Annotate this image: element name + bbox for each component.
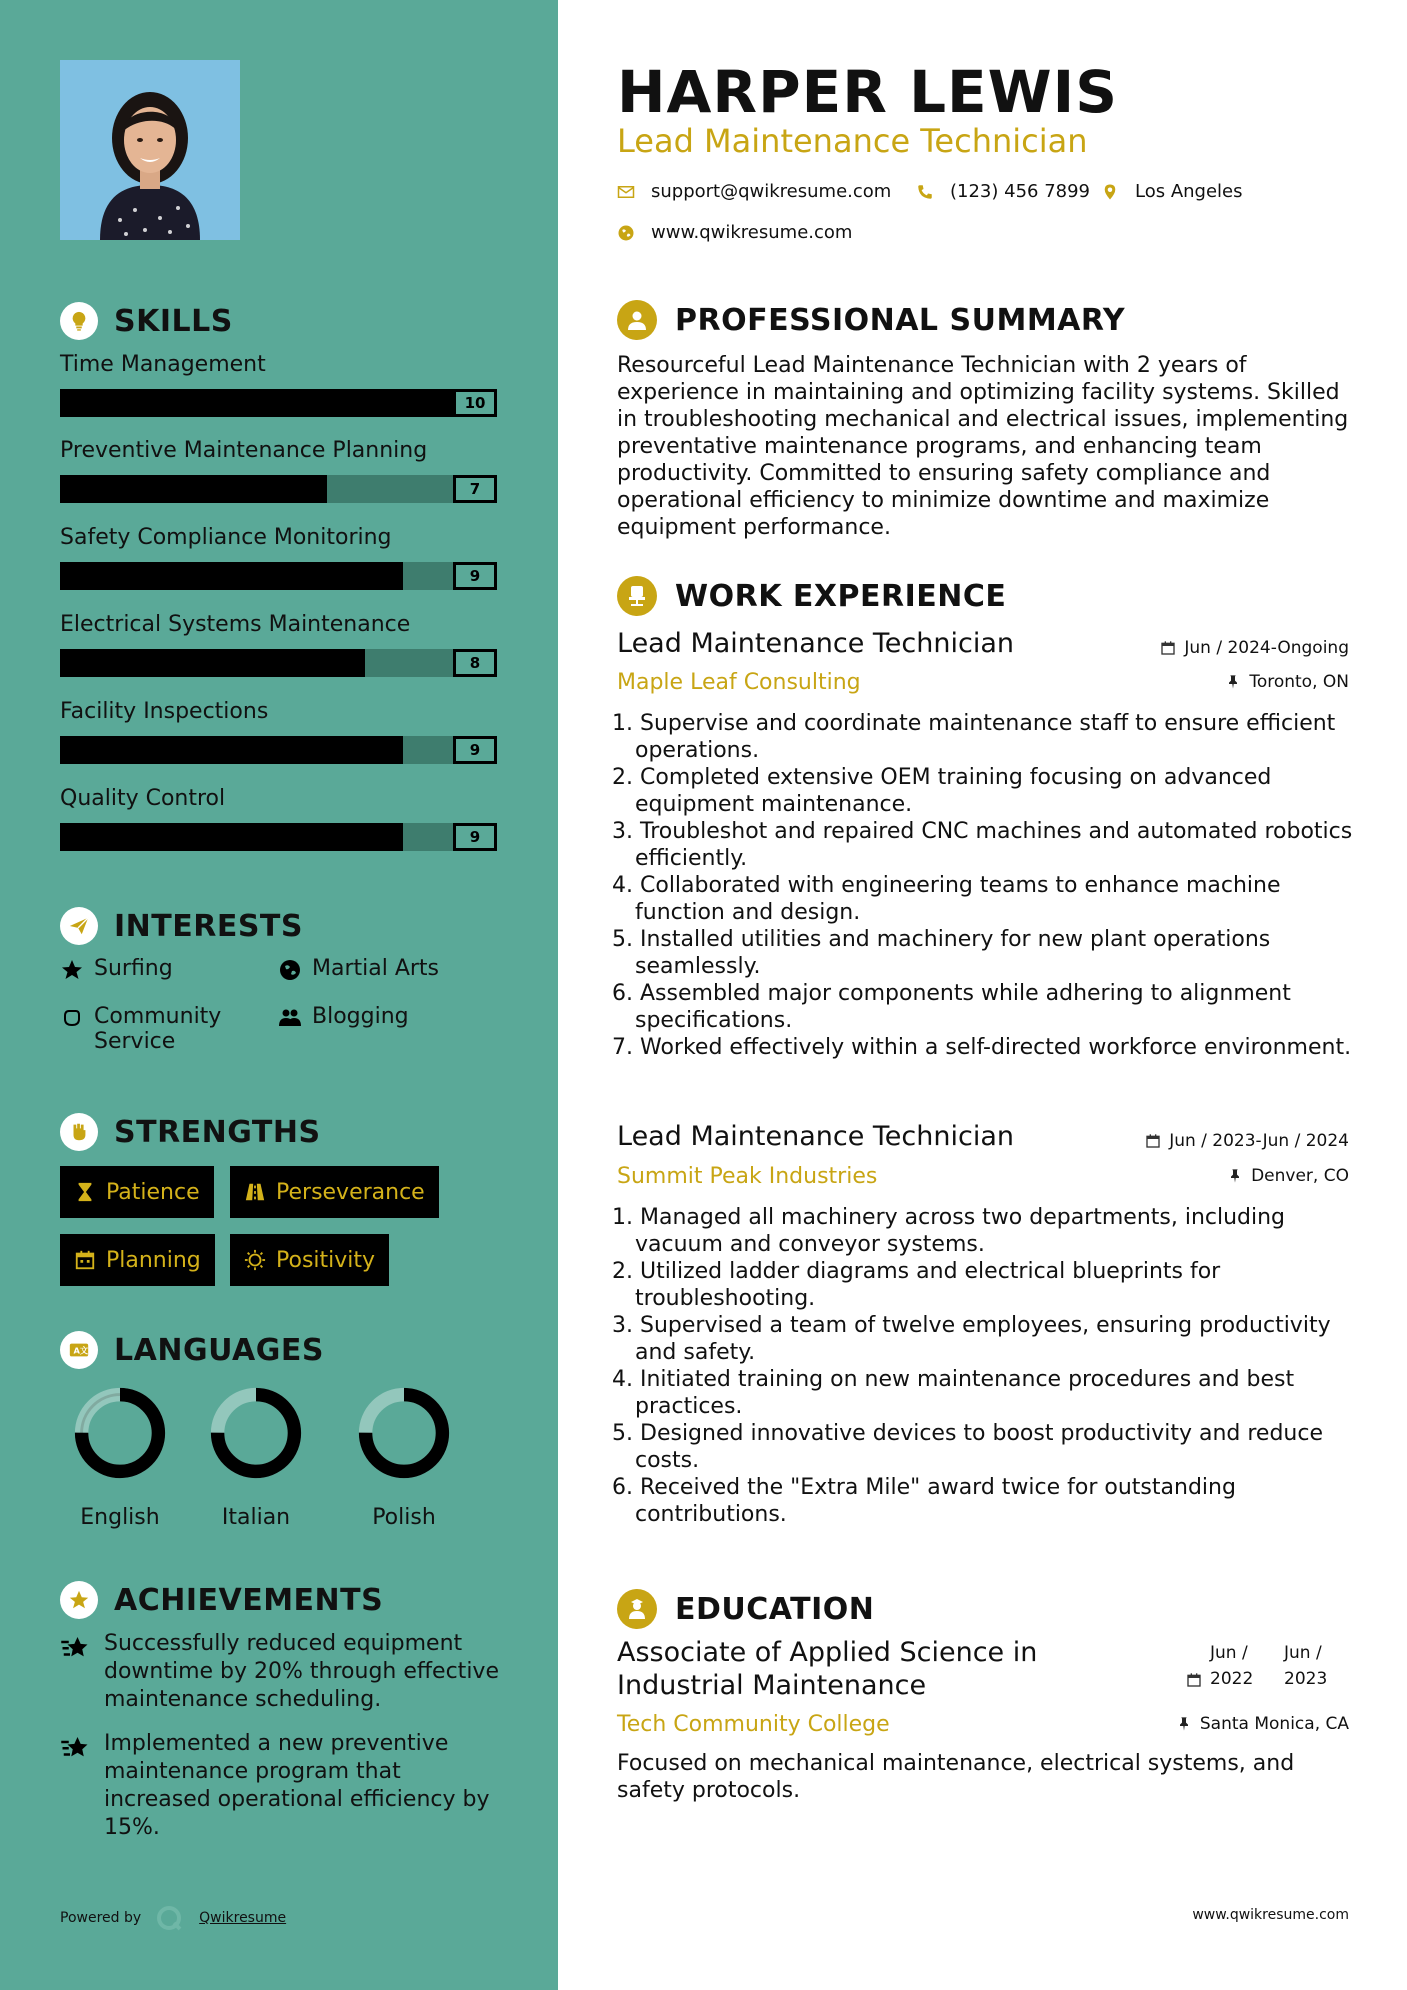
job-title: Lead Maintenance Technician [617, 628, 1014, 659]
language-item [344, 1385, 464, 1530]
job-dates-text: Jun / 2024-Ongoing [1184, 638, 1349, 658]
education-description: Focused on mechanical maintenance, electrical systems, and safety protocols. [617, 1751, 1295, 1803]
skill-level: 8 [453, 649, 497, 677]
interest-item [278, 1004, 409, 1030]
skill-bar-fill [60, 736, 403, 764]
envelope-icon [617, 183, 635, 201]
education-start-month: Jun / [1210, 1643, 1248, 1663]
strength-badge [60, 1166, 214, 1218]
svg-text:文: 文 [79, 1345, 89, 1356]
strength-badge [60, 1234, 215, 1286]
skill-bar-fill [60, 475, 327, 503]
job-location [1225, 672, 1349, 692]
graduate-icon [617, 1589, 657, 1629]
phone-icon [916, 183, 934, 201]
interest-label: Blogging [312, 1004, 409, 1029]
job-company: Maple Leaf Consulting [617, 670, 861, 695]
interest-label: Surfing [94, 956, 173, 981]
summary-heading-label: PROFESSIONAL SUMMARY [675, 302, 1126, 338]
skill-label: Time Management [60, 352, 266, 377]
skill-item [60, 786, 497, 851]
job-dates [1160, 638, 1349, 658]
contact-phone[interactable] [916, 181, 1090, 202]
strength-badge [230, 1234, 389, 1286]
website-text: www.qwikresume.com [651, 222, 853, 243]
language-label: Italian [221, 1505, 291, 1530]
job-company: Summit Peak Industries [617, 1164, 878, 1189]
fist-icon [60, 1113, 98, 1151]
languages-heading [60, 1331, 324, 1369]
job-dates [1145, 1131, 1349, 1151]
skills-heading-label: SKILLS [114, 303, 233, 339]
education-end-month: Jun / [1284, 1643, 1322, 1663]
footer-url[interactable]: www.qwikresume.com [1192, 1907, 1349, 1923]
experience-heading [617, 576, 1006, 616]
achievements-heading [60, 1581, 383, 1619]
skill-level: 9 [453, 736, 497, 764]
education-end-date [1284, 1640, 1327, 1692]
language-item [196, 1385, 316, 1530]
languages-heading-label: LANGUAGES [114, 1332, 324, 1368]
contact-website[interactable] [617, 222, 852, 243]
globe-icon [278, 958, 302, 982]
strengths-heading [60, 1113, 321, 1151]
skill-bar [60, 562, 497, 590]
education-location [1176, 1714, 1349, 1734]
calendar-icon [1160, 640, 1176, 656]
duty-item: Supervised a team of twelve employees, ensuring productivity and safety. [635, 1313, 1331, 1365]
language-ring [208, 1385, 304, 1481]
achievement-text: Implemented a new preventive maintenance program that increased operational efficiency by 15%. [104, 1731, 490, 1840]
duty-item: Initiated training on new maintenance procedures and best practices. [635, 1367, 1295, 1419]
interest-label: Community Service [94, 1004, 222, 1054]
skill-level: 9 [453, 823, 497, 851]
qwikresume-logo-icon [155, 1904, 183, 1932]
interests-heading [60, 907, 303, 945]
road-icon [244, 1181, 266, 1203]
skill-label: Quality Control [60, 786, 226, 811]
candidate-title: Lead Maintenance Technician [617, 122, 1088, 160]
achievements-heading-label: ACHIEVEMENTS [114, 1582, 384, 1618]
skill-label: Electrical Systems Maintenance [60, 612, 411, 637]
summary-text: Resourceful Lead Maintenance Technician with 2 years of experience in maintaining and optimizing facility systems. Skilled in troubleshooting mechanical and electrical issues, implementing preventative maintenance programs, and enhancing team productivity. Committed to ensuring safety compliance and operational efficiency to minimize downtime and maximize equipment performance. [617, 353, 1349, 540]
phone-text: (123) 456 7899 [950, 181, 1091, 202]
duty-item: Worked effectively within a self-directed workforce environment. [640, 1035, 1352, 1060]
skill-label: Facility Inspections [60, 699, 269, 724]
job-location-text: Denver, CO [1251, 1166, 1349, 1186]
contact-location [1101, 181, 1243, 202]
skill-level: 9 [453, 562, 497, 590]
duty-item: Troubleshot and repaired CNC machines and automated robotics efficiently. [635, 819, 1353, 871]
pushpin-icon [1225, 674, 1241, 690]
skill-bar [60, 823, 497, 851]
language-ring [72, 1385, 168, 1481]
star-icon [60, 958, 84, 982]
email-text: support@qwikresume.com [651, 181, 892, 202]
translate-icon [60, 1331, 98, 1369]
skill-bar [60, 475, 497, 503]
skill-bar-fill [60, 562, 403, 590]
map-pin-icon [1101, 183, 1119, 201]
calendar-icon [1186, 1672, 1202, 1688]
summary-heading [617, 300, 1125, 340]
interest-item [60, 956, 173, 982]
powered-by [60, 1904, 286, 1932]
education-end-year: 2023 [1284, 1669, 1328, 1689]
sun-icon [244, 1249, 266, 1271]
duty-item: Collaborated with engineering teams to enhance machine function and design. [635, 873, 1281, 925]
interest-item [60, 1004, 250, 1054]
achievement-star-icon [60, 1581, 98, 1619]
education-start-year: 2022 [1210, 1669, 1254, 1689]
candidate-name: HARPER LEWIS [617, 58, 1118, 126]
language-ring [356, 1385, 452, 1481]
strength-label: Positivity [276, 1247, 376, 1273]
shooting-star-icon [60, 1732, 90, 1762]
hand-icon [60, 1006, 84, 1030]
education-heading [617, 1589, 874, 1629]
skill-bar-fill [60, 389, 497, 417]
skill-label: Safety Compliance Monitoring [60, 525, 392, 550]
skill-bar [60, 736, 497, 764]
job-dates-text: Jun / 2023-Jun / 2024 [1169, 1131, 1349, 1151]
profile-photo [60, 60, 240, 240]
language-item [60, 1385, 180, 1530]
achievement-item [60, 1730, 500, 1842]
sidebar [0, 0, 558, 1990]
duty-item: Managed all machinery across two departments, including vacuum and conveyor systems. [635, 1205, 1286, 1257]
location-text: Los Angeles [1135, 181, 1243, 202]
calendar-icon [74, 1249, 96, 1271]
job-title: Lead Maintenance Technician [617, 1121, 1014, 1152]
pushpin-icon [1227, 1168, 1243, 1184]
powered-by-label: Powered by [60, 1910, 142, 1926]
duty-item: Designed innovative devices to boost productivity and reduce costs. [635, 1421, 1323, 1473]
qwikresume-link[interactable]: Qwikresume [199, 1910, 287, 1926]
duty-item: Received the "Extra Mile" award twice for outstanding contributions. [635, 1475, 1236, 1527]
skill-label: Preventive Maintenance Planning [60, 438, 428, 463]
education-school: Tech Community College [617, 1712, 890, 1737]
office-chair-icon [617, 576, 657, 616]
language-label: Polish [372, 1505, 436, 1530]
strength-label: Perseverance [276, 1179, 425, 1205]
duty-item: Utilized ladder diagrams and electrical blueprints for troubleshooting. [635, 1259, 1221, 1311]
interests-heading-label: INTERESTS [114, 908, 303, 944]
users-icon [278, 1006, 302, 1030]
job-location [1227, 1166, 1349, 1186]
skill-item [60, 525, 497, 590]
strengths-heading-label: STRENGTHS [114, 1114, 321, 1150]
contact-email[interactable] [617, 181, 891, 202]
skill-item [60, 699, 497, 764]
experience-heading-label: WORK EXPERIENCE [675, 578, 1007, 614]
strength-badge [230, 1166, 439, 1218]
user-icon [617, 300, 657, 340]
duty-item: Supervise and coordinate maintenance staff to ensure efficient operations. [635, 711, 1336, 763]
skills-heading [60, 302, 233, 340]
skill-bar [60, 389, 497, 417]
duty-item: Completed extensive OEM training focusing on advanced equipment maintenance. [635, 765, 1272, 817]
svg-text:A: A [73, 1345, 80, 1356]
language-label: English [80, 1505, 160, 1530]
lightbulb-icon [60, 302, 98, 340]
job-duties [612, 710, 1357, 1061]
duty-item: Assembled major components while adhering to alignment specifications. [635, 981, 1291, 1033]
calendar-icon [1145, 1133, 1161, 1149]
pushpin-icon [1176, 1716, 1192, 1732]
achievement-text: Successfully reduced equipment downtime by 20% through effective maintenance scheduling. [104, 1631, 499, 1712]
shooting-star-icon [60, 1632, 90, 1662]
interest-item [278, 956, 439, 982]
skill-level: 7 [453, 475, 497, 503]
education-start-date [1186, 1640, 1253, 1692]
interest-label: Martial Arts [312, 956, 440, 981]
skill-item [60, 612, 497, 677]
education-location-text: Santa Monica, CA [1199, 1714, 1349, 1734]
strength-label: Patience [106, 1179, 200, 1205]
paper-plane-icon [60, 907, 98, 945]
skill-level: 10 [453, 389, 497, 417]
skill-item [60, 352, 497, 417]
skill-bar-fill [60, 649, 365, 677]
duty-item: Installed utilities and machinery for new plant operations seamlessly. [635, 927, 1271, 979]
education-heading-label: EDUCATION [675, 1591, 875, 1627]
education-degree: Associate of Applied Science in Industrial Maintenance [617, 1637, 1038, 1701]
achievement-item [60, 1630, 500, 1714]
hourglass-icon [74, 1181, 96, 1203]
globe-icon [617, 224, 635, 242]
skill-bar [60, 649, 497, 677]
job-duties [612, 1204, 1357, 1528]
skill-item [60, 438, 497, 503]
skill-bar-fill [60, 823, 403, 851]
strength-label: Planning [106, 1247, 201, 1273]
job-location-text: Toronto, ON [1249, 672, 1349, 692]
